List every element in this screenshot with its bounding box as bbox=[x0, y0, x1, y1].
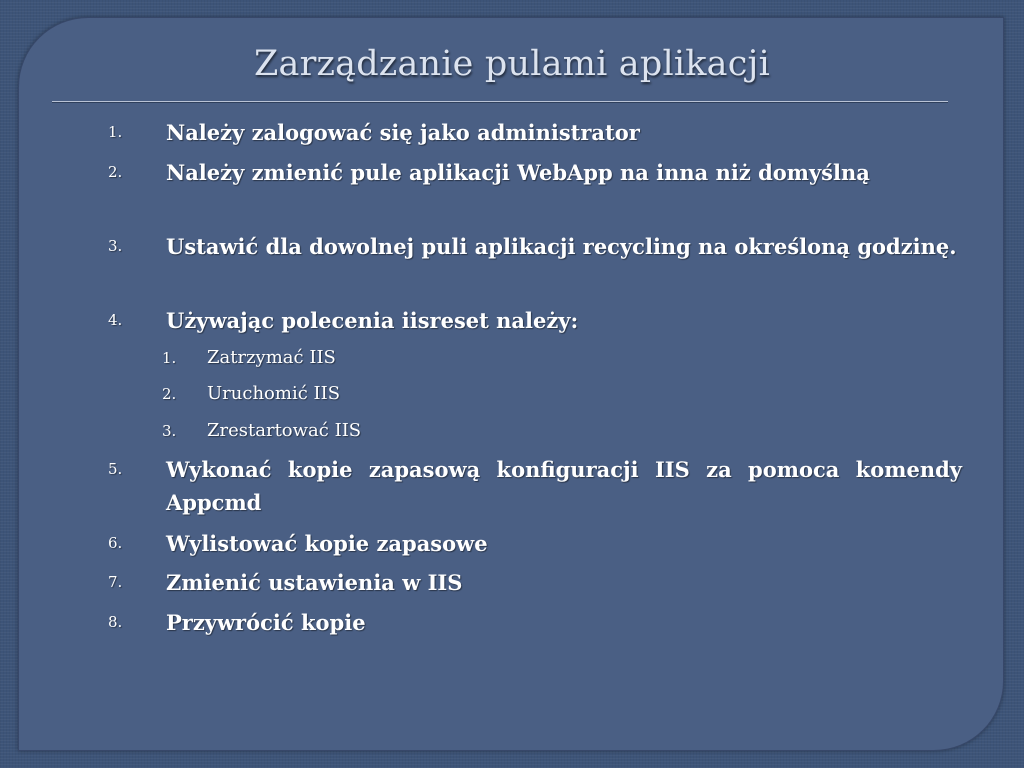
list-item-number: 4. bbox=[108, 311, 123, 329]
list-item-number: 2. bbox=[108, 163, 123, 181]
list-item-text: Wylistować kopie zapasowe bbox=[166, 531, 488, 556]
sub-list-item-number: 3. bbox=[162, 422, 177, 440]
list-item-number: 6. bbox=[108, 534, 123, 552]
sub-list-item-number: 1. bbox=[162, 349, 177, 367]
list-item-text: Wykonać kopie zapasową konfiguracji IIS za pomoca komendy Appcmd bbox=[166, 457, 962, 515]
list-item-number: 5. bbox=[108, 460, 123, 478]
sub-list-item-text: Zrestartować IIS bbox=[207, 420, 362, 441]
sub-list-item-text: Zatrzymać IIS bbox=[207, 347, 336, 368]
list-item-text: Zmienić ustawienia w IIS bbox=[166, 570, 463, 595]
list-item-text: Ustawić dla dowolnej puli aplikacji recycling na określoną godzinę. bbox=[166, 234, 957, 259]
list-item-number: 8. bbox=[108, 613, 123, 631]
list-item-text: Należy zalogować się jako administrator bbox=[166, 120, 640, 145]
list-item-text: Należy zmienić pule aplikacji WebApp na inna niż domyślną bbox=[166, 160, 870, 185]
sub-list-item-number: 2. bbox=[162, 385, 177, 403]
list-item-text: Używając polecenia iisreset należy: bbox=[166, 308, 579, 333]
list-item-text: Przywrócić kopie bbox=[166, 610, 366, 635]
list-item-number: 3. bbox=[108, 237, 123, 255]
list-item-number: 7. bbox=[108, 573, 123, 591]
title-divider bbox=[52, 101, 948, 103]
slide-title: Zarządzanie pulami aplikacji bbox=[253, 44, 770, 84]
list-item-number: 1. bbox=[108, 123, 123, 141]
sub-list-item-text: Uruchomić IIS bbox=[207, 383, 341, 404]
